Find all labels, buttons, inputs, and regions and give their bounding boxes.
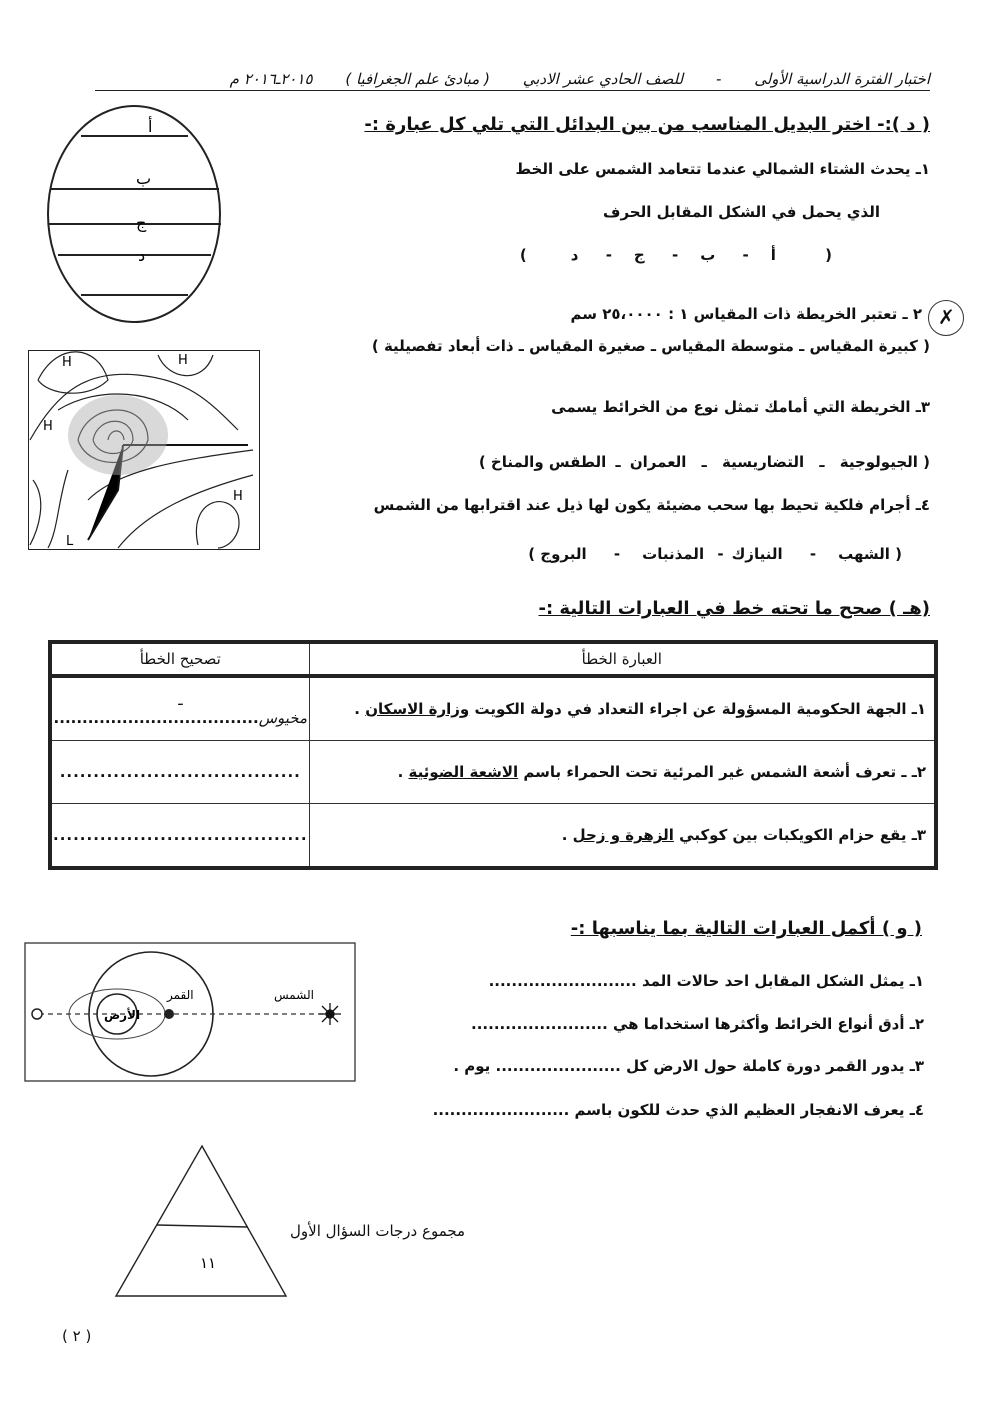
statement-cell: ١ـ الجهة الحكومية المسؤولة عن اجراء التعداد في دولة الكويت وزارة الاسكان . bbox=[309, 676, 936, 741]
question-2-line1: ٢ ـ تعتبر الخريطة ذات المقياس ١ : ٢٥،٠٠٠٠ سم bbox=[570, 305, 922, 323]
correction-table bbox=[48, 640, 938, 870]
high-pressure-label: H bbox=[62, 355, 72, 370]
exam-title: اختبار الفترة الدراسية الأولى bbox=[754, 70, 930, 88]
question-4-line1: ٤ـ أجرام فلكية تحيط بها سحب مضيئة يكون لها ذيل عند اقترابها من الشمس bbox=[373, 496, 930, 514]
high-pressure-label: H bbox=[178, 353, 188, 368]
moon-label: القمر bbox=[167, 988, 194, 1002]
score-triangle bbox=[110, 1140, 290, 1300]
option[interactable]: الجيولوجية bbox=[839, 453, 918, 471]
score-label: مجموع درجات السؤال الأول bbox=[290, 1222, 466, 1240]
header-dash: - bbox=[716, 70, 722, 88]
table-header-row bbox=[50, 642, 936, 676]
section-h-title: (هـ ) صحح ما تحته خط في العبارات التالية :- bbox=[538, 598, 930, 619]
section-d-title: ( د ):- اختر البديل المناسب من بين البدائل التي تلي كل عبارة :- bbox=[364, 114, 930, 135]
underlined-error: الاشعة الضوئية bbox=[408, 763, 519, 781]
question-2-options: ( كبيرة المقياس ـ متوسطة المقياس ـ صغيرة المقياس ـ ذات أبعاد تفصيلية ) bbox=[371, 337, 930, 355]
section-w-title: ( و ) أكمل العبارات التالية بما يناسبها :- bbox=[570, 918, 922, 939]
question-1-options: ( أ- ب- ج- د) bbox=[519, 246, 832, 264]
sun-icon bbox=[319, 1003, 341, 1025]
globe-label-a: أ bbox=[148, 117, 153, 136]
earth-label: الأرض bbox=[104, 1008, 141, 1022]
question-4-options: ( الشهب- النيازك- المذنبات- البروج ) bbox=[528, 545, 902, 563]
complete-item-1[interactable]: ١ـ يمثل الشكل المقابل احد حالات المد .......................... bbox=[488, 972, 924, 990]
table-row bbox=[50, 676, 936, 741]
option[interactable]: ب bbox=[700, 246, 716, 264]
statement-cell: ٣ـ يقع حزام الكويكبات بين كوكبي الزهرة و زحل . bbox=[309, 804, 936, 869]
statement-cell: ٢ـ ـ تعرف أشعة الشمس غير المرئية تحت الحمراء باسم الاشعة الضوئية . bbox=[309, 741, 936, 804]
question-3-line1: ٣ـ الخريطة التي أمامك تمثل نوع من الخرائط يسمى bbox=[551, 398, 930, 416]
sun-label: الشمس bbox=[274, 988, 314, 1002]
question-3-options: ( الجيولوجية ـ التضاريسية ـ العمران ـ الطقس والمناخ ) bbox=[478, 453, 930, 471]
underlined-error: الزهرة و زحل bbox=[572, 826, 674, 844]
complete-item-4[interactable]: ٤ـ يعرف الانفجار العظيم الذي حدث للكون باسم ........................ bbox=[432, 1101, 924, 1119]
globe-label-j: ج bbox=[136, 213, 147, 232]
question-1-line2: الذي يحمل في الشكل المقابل الحرف bbox=[603, 203, 880, 221]
year-label: ٢٠١٥ـ٢٠١٦ م bbox=[229, 70, 313, 88]
score-value: ١١ bbox=[200, 1254, 217, 1272]
globe-latitude-diagram bbox=[38, 100, 238, 332]
grade-label: للصف الحادي عشر الادبي bbox=[522, 70, 684, 88]
correction-cell[interactable]: ـ مخيوس.................................... bbox=[50, 676, 309, 741]
low-pressure-label: L bbox=[66, 534, 74, 549]
question-1-line1: ١ـ يحدث الشتاء الشمالي عندما تتعامد الشمس على الخط bbox=[515, 160, 930, 178]
correction-cell[interactable]: .................................... bbox=[50, 741, 309, 804]
option[interactable]: د bbox=[570, 246, 579, 264]
option[interactable]: الطقس والمناخ bbox=[490, 453, 607, 471]
option[interactable]: العمران bbox=[629, 453, 687, 471]
globe-label-b: ب bbox=[136, 169, 152, 188]
subject-label: ( مبادئ علم الجغرافيا ) bbox=[345, 70, 490, 88]
underlined-error: وزارة الاسكان bbox=[365, 700, 470, 718]
option[interactable]: صغيرة المقياس bbox=[529, 337, 646, 355]
exam-header bbox=[95, 70, 930, 91]
col-header-correction: تصحيح الخطأ bbox=[50, 642, 309, 676]
table-row bbox=[50, 741, 936, 804]
table-row bbox=[50, 804, 936, 869]
option[interactable]: ج bbox=[633, 246, 645, 264]
option[interactable]: المذنبات bbox=[642, 545, 705, 563]
option[interactable]: النيازك bbox=[731, 545, 783, 563]
handwritten-answer: ـ مخيوس bbox=[178, 691, 307, 727]
option[interactable]: أ bbox=[770, 246, 776, 264]
option[interactable]: ذات أبعاد تفصيلية bbox=[383, 337, 514, 355]
high-pressure-label: H bbox=[233, 489, 243, 504]
wrong-answer-mark: ✗ bbox=[928, 300, 964, 336]
option[interactable]: كبيرة المقياس bbox=[809, 337, 918, 355]
tide-diagram bbox=[24, 942, 356, 1082]
col-header-statement: العبارة الخطأ bbox=[309, 642, 936, 676]
globe-label-d: د bbox=[138, 246, 146, 265]
option[interactable]: التضاريسية bbox=[722, 453, 805, 471]
weather-map-image bbox=[28, 350, 260, 550]
high-pressure-label: H bbox=[43, 419, 53, 434]
option[interactable]: البروج bbox=[540, 545, 587, 563]
complete-item-2[interactable]: ٢ـ أدق أنواع الخرائط وأكثرها استخداما هي ........................ bbox=[471, 1015, 924, 1033]
page-number: ( ٢ ) bbox=[62, 1327, 92, 1345]
option[interactable]: الشهب bbox=[838, 545, 890, 563]
correction-cell[interactable]: ...................................... bbox=[50, 804, 309, 869]
complete-item-3[interactable]: ٣ـ يدور القمر دورة كاملة حول الارض كل ...................... يوم . bbox=[453, 1057, 924, 1075]
option[interactable]: متوسطة المقياس bbox=[661, 337, 794, 355]
